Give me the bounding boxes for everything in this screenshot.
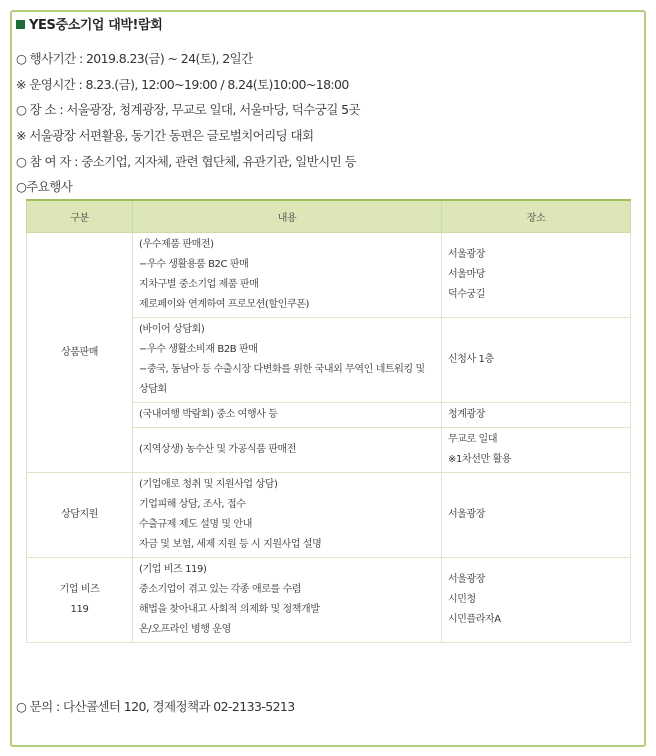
row-content: (지역상생) 농수산 및 가공식품 판매전 <box>133 428 442 473</box>
table-header-row <box>27 200 631 233</box>
category-product-sales: 상품판매 <box>27 233 133 473</box>
participants: ○ 참 여 자 : 중소기업, 지자체, 관련 협단체, 유관기관, 일반시민 등 <box>16 154 356 169</box>
table-row <box>27 233 631 318</box>
row-place: 청계광장 <box>442 403 631 428</box>
schedule-table <box>26 199 631 643</box>
row-content: (바이어 상담회) −우수 생활소비재 B2B 판매 −중국, 동남아 등 수출시장 다변화를 위한 국내외 무역인 네트워킹 및 상담회 <box>133 318 442 403</box>
table-row <box>27 558 631 643</box>
header-content: 내용 <box>133 200 442 233</box>
event-title: YES중소기업 대박!람회 <box>16 14 162 33</box>
header-category: 구분 <box>27 200 133 233</box>
row-place: 무교로 일대 ※1차선만 활용 <box>442 428 631 473</box>
venue-note: ※ 서울광장 서편활용, 동기간 동편은 글로벌치어리딩 대회 <box>16 128 314 143</box>
square-bullet-icon <box>16 20 25 29</box>
inquiry-contact: ○ 문의 : 다산콜센터 120, 경제정책과 02-2133-5213 <box>16 699 295 714</box>
category-biz-119: 기업 비즈 119 <box>27 558 133 643</box>
row-content: (국내여행 박람회) 중소 여행사 등 <box>133 403 442 428</box>
table-row <box>27 473 631 558</box>
operating-hours: ※ 운영시간 : 8.23.(금), 12:00~19:00 / 8.24(토)10:00~18:00 <box>16 77 349 92</box>
event-period: ○ 행사기간 : 2019.8.23(금) ~ 24(토), 2일간 <box>16 51 253 66</box>
row-content: (우수제품 판매전) −우수 생활용품 B2C 판매 지차구별 중소기업 제품 판매 제로페이와 연계하여 프로모션(할인쿠폰) <box>133 233 442 318</box>
row-content: (기업애로 청취 및 지원사업 상담) 기업피해 상담, 조사, 접수 수출규제 제도 설명 및 안내 자금 및 보험, 세제 지원 등 시 지원사업 설명 <box>133 473 442 558</box>
row-place: 신청사 1층 <box>442 318 631 403</box>
row-place: 서울광장 서울마당 덕수궁길 <box>442 233 631 318</box>
row-place: 서울광장 시민청 시민플라자A <box>442 558 631 643</box>
header-place: 장소 <box>442 200 631 233</box>
main-events-label: ○주요행사 <box>16 179 73 194</box>
row-content: (기업 비즈 119) 중소기업이 겪고 있는 각종 애로를 수렴 해법을 찾아내고 사회적 의제화 및 정책개발 온/오프라인 병행 운영 <box>133 558 442 643</box>
row-place: 서울광장 <box>442 473 631 558</box>
category-consulting: 상담지원 <box>27 473 133 558</box>
venues: ○ 장 소 : 서울광장, 청계광장, 무교로 일대, 서울마당, 덕수궁길 5곳 <box>16 102 360 117</box>
